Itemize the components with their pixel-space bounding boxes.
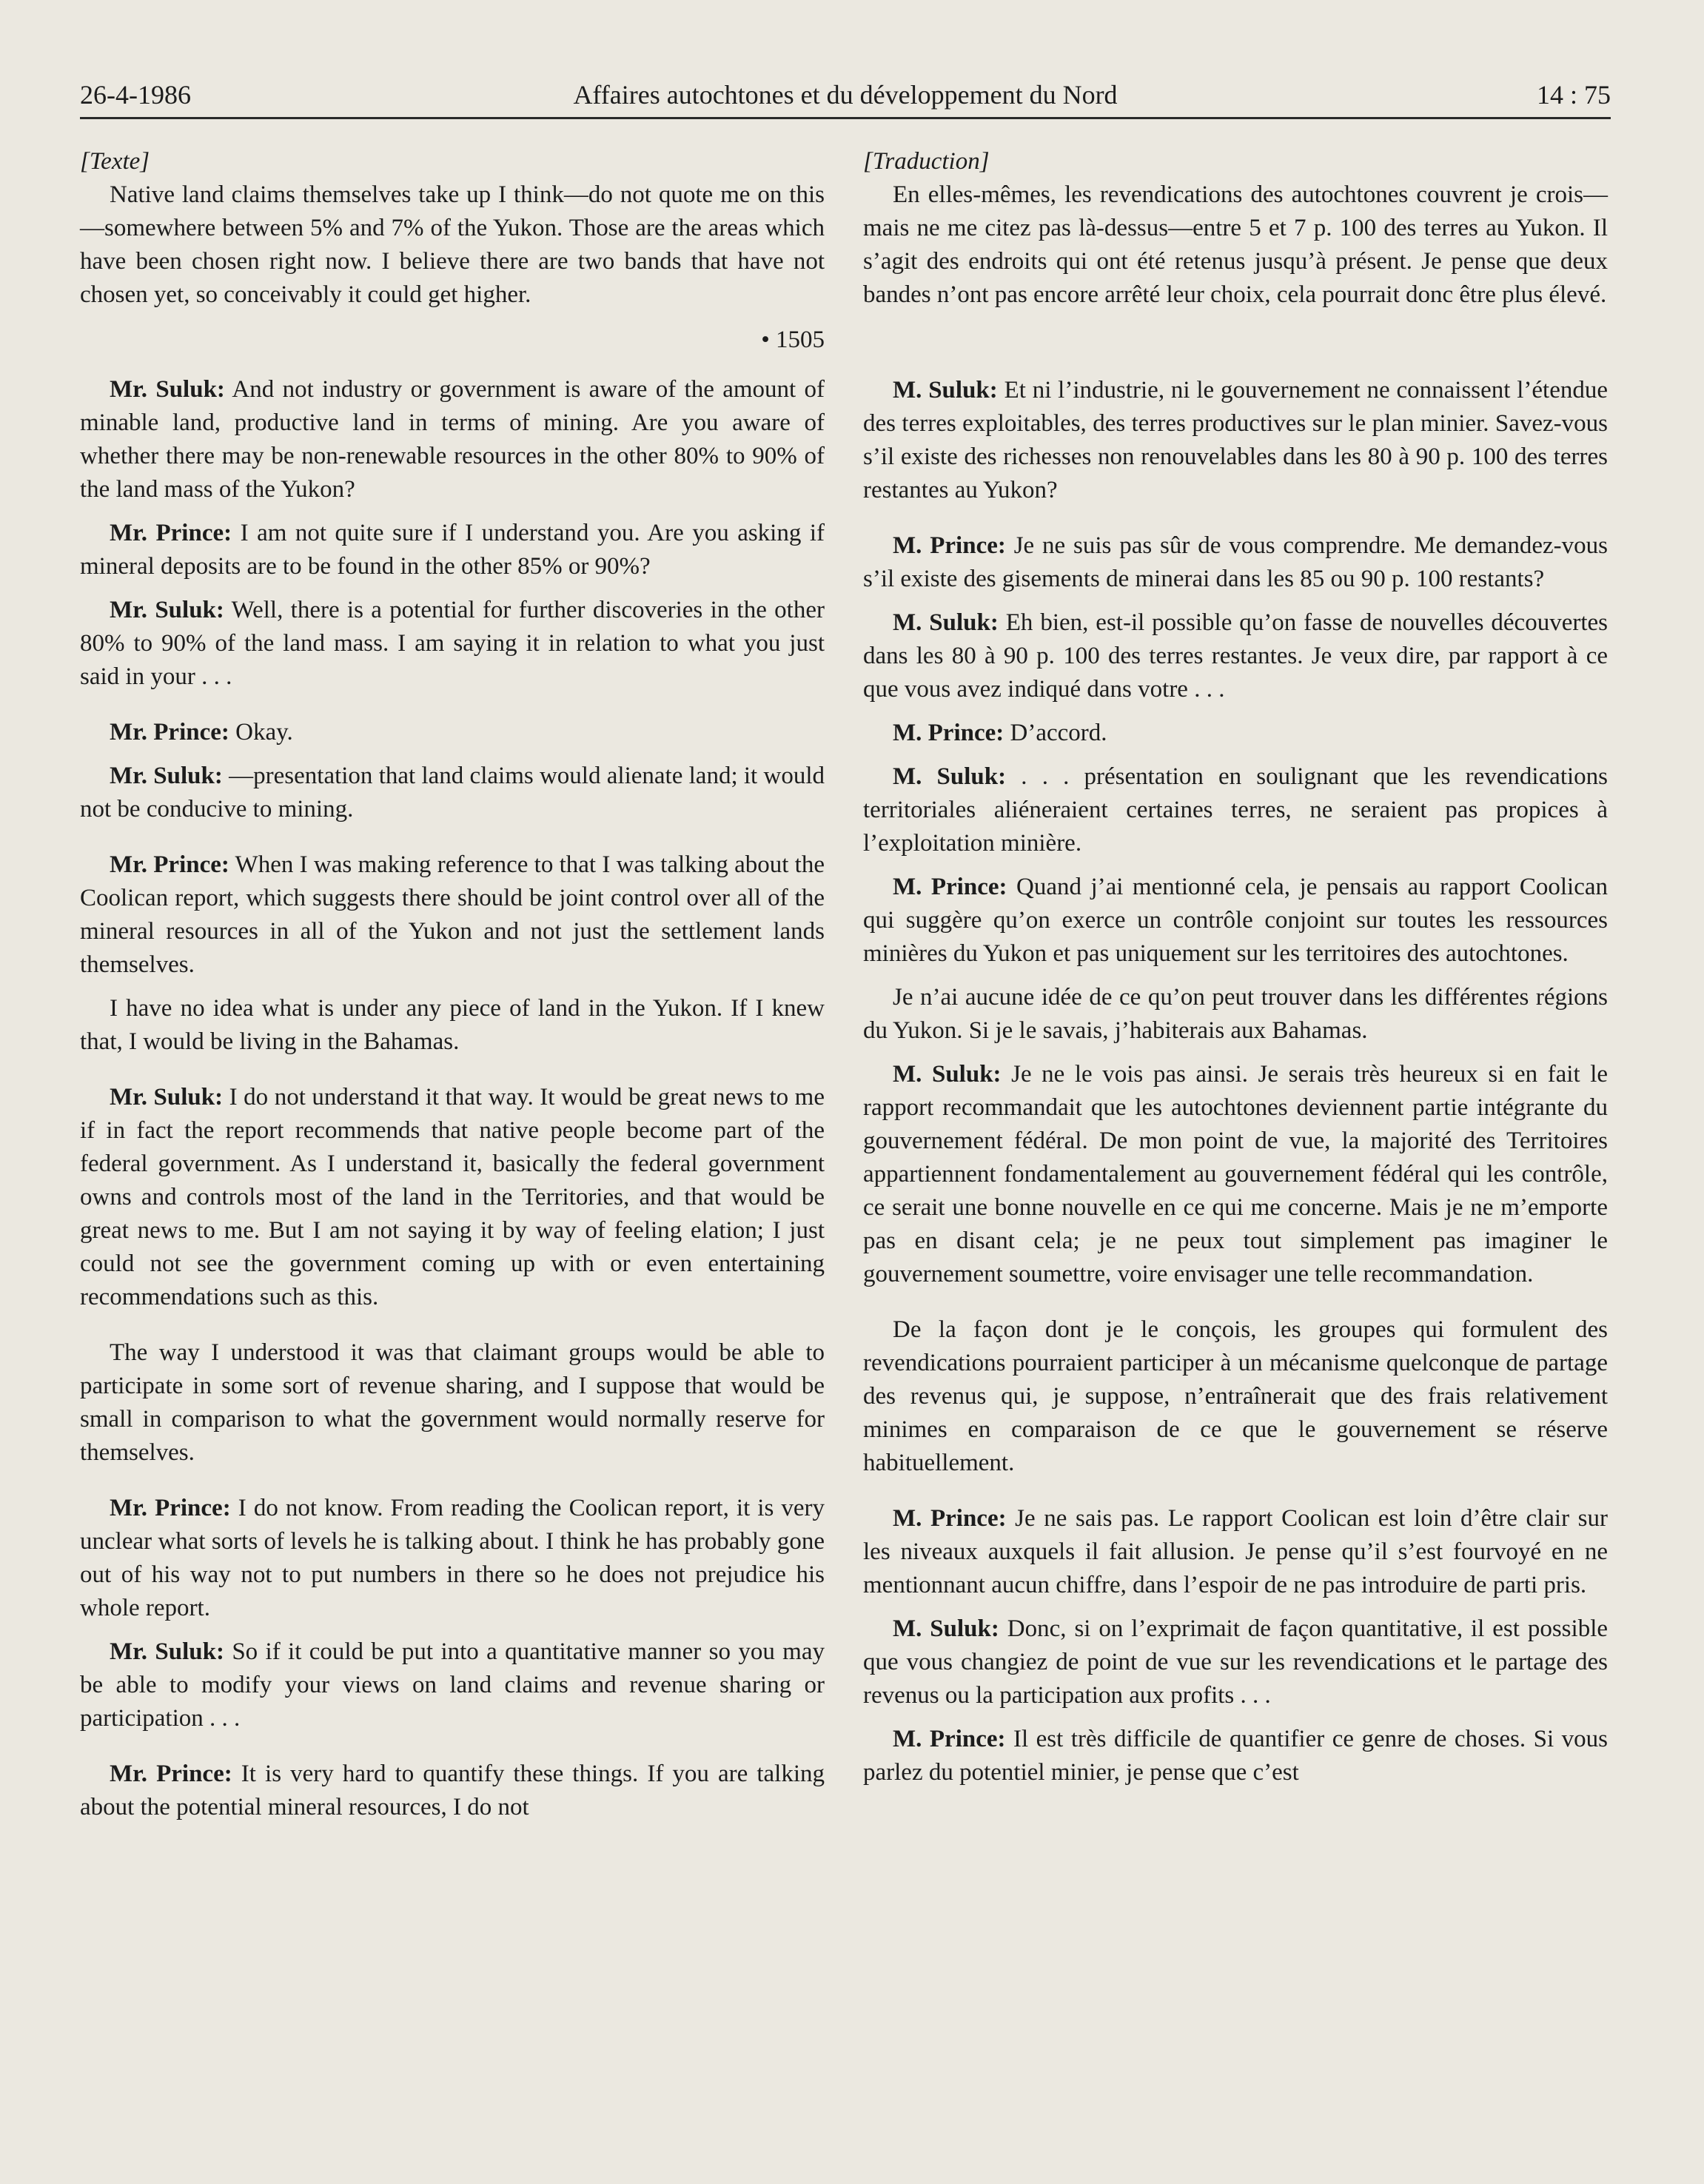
paragraph	[863, 606, 1608, 706]
speaker-name: M. Prince:	[893, 1505, 1007, 1532]
paragraph-text: En elles-mêmes, les revendications des autochtones couvrent je crois—mais ne me citez pas là-dessus—entre 5 et 7 p. 100 des terres au Yukon. Il s’agit des endroits qui ont été retenus jusqu’à présent. Je pense que deux bandes n’ont pas encore arrêté leur choix, cela pourrait donc être plus élevé.	[863, 181, 1608, 308]
paragraph	[80, 1081, 825, 1314]
speaker-name: Mr. Suluk:	[110, 376, 225, 403]
column-label: [Texte]	[80, 148, 150, 175]
paragraph	[863, 717, 1608, 750]
page-header	[80, 77, 1611, 113]
column-label: [Traduction]	[863, 148, 990, 175]
header-title: Affaires autochtones et du développement du Nord	[573, 80, 1118, 110]
paragraph-text: Je n’ai aucune idée de ce qu’on peut trouver dans les différentes régions du Yukon. Si je le savais, j’habiterais aux Bahamas.	[863, 984, 1608, 1044]
paragraph-text: Quand j’ai mentionné cela, je pensais au rapport Coolican qui suggère qu’on exerce un contrôle conjoint sur toutes les ressources minières du Yukon et pas uniquement sur les territoires des autochtones.	[863, 874, 1609, 967]
header-date: 26-4-1986	[80, 80, 191, 110]
header-rule	[80, 117, 1611, 119]
speaker-name: M. Prince:	[893, 532, 1006, 559]
paragraph-text: . . . présentation en soulignant que les revendications territoriales aliéneraient certaines terres, ne seraient pas propices à l’exploitation minière.	[863, 763, 1609, 857]
speaker-name: M. Prince:	[893, 1726, 1006, 1752]
paragraph	[80, 1336, 825, 1470]
speaker-name: Mr. Prince:	[110, 719, 229, 746]
speaker-name: M. Suluk:	[893, 609, 999, 636]
speaker-name: M. Prince:	[893, 720, 1004, 746]
paragraph-text: I am not quite sure if I understand you. Are you asking if mineral deposits are to be found in the other 85% or 90%?	[80, 520, 825, 580]
paragraph-text: Je ne sais pas. Le rapport Coolican est loin d’être clair sur les niveaux auxquels il fait allusion. Je pense qu’il s’est fourvoyé en ne mentionnant aucun chiffre, dans l’espoir de ne pas introduire de parti pris.	[863, 1505, 1608, 1598]
paragraph-text: I have no idea what is under any piece of land in the Yukon. If I knew that, I would be living in the Bahamas.	[80, 995, 825, 1055]
paragraph-text: So if it could be put into a quantitative manner so you may be able to modify your views on land claims and revenue sharing or participation . . .	[80, 1638, 825, 1732]
speaker-name: M. Suluk:	[893, 1615, 999, 1642]
paragraph	[80, 1492, 825, 1625]
paragraph-text: Donc, si on l’exprimait de façon quantitative, il est possible que vous changiez de point de vue sur les revendications et le partage des revenus ou la participation aux profits . . .	[863, 1615, 1609, 1709]
paragraph	[863, 529, 1608, 596]
paragraph	[863, 1502, 1608, 1602]
paragraph	[863, 374, 1608, 507]
speaker-name: Mr. Suluk:	[110, 597, 224, 623]
paragraph-text: De la façon dont je le conçois, les groupes qui formulent des revendications pourraient participer à un mécanisme quelconque de partage des revenus qui, je suppose, n’entraînerait que des frais relativement minimes en comparaison de ce que le gouvernement se réserve habituellement.	[863, 1316, 1608, 1476]
paragraph	[80, 848, 825, 982]
paragraph-text: Eh bien, est-il possible qu’on fasse de nouvelles découvertes dans les 80 à 90 p. 100 des terres restantes. Je veux dire, par rapport à ce que vous avez indiqué dans votre . . .	[863, 609, 1609, 703]
speaker-name: M. Suluk:	[893, 763, 1007, 790]
time-marker: • 1505	[761, 326, 825, 353]
speaker-name: Mr. Suluk:	[110, 763, 223, 789]
paragraph-text: Okay.	[229, 719, 293, 746]
paragraph	[80, 716, 825, 749]
header-page-number: 14 : 75	[1536, 80, 1611, 110]
speaker-name: M. Prince:	[893, 874, 1007, 900]
paragraph-text: Well, there is a potential for further discoveries in the other 80% to 90% of the land mass. I am saying it in relation to what you just said in your . . .	[80, 597, 825, 690]
paragraph	[80, 992, 825, 1059]
paragraph-text: Native land claims themselves take up I think—do not quote me on this—somewhere between 5% and 7% of the Yukon. Those are the areas which have been chosen right now. I believe there are two bands that have not chosen yet, so conceivably it could get higher.	[80, 181, 825, 308]
right-column	[863, 145, 1608, 1800]
speaker-name: Mr. Prince:	[110, 520, 232, 546]
paragraph	[863, 760, 1608, 860]
paragraph	[863, 1313, 1608, 1480]
paragraph-text: Je ne le vois pas ainsi. Je serais très heureux si en fait le rapport recommandait que les autochtones deviennent partie intégrante du gouvernement fédéral. De mon point de vue, la majorité des Territoires appartiennent fondamentalement au gouvernement fédéral qui les contrôle, ce serait une bonne nouvelle en ce qui me concerne. Mais je ne m’emporte pas en disant cela; je ne peux tout simplement pas imaginer le gouvernement soumettre, voire envisager une telle recommandation.	[863, 1061, 1609, 1287]
paragraph	[863, 1612, 1608, 1712]
paragraph	[80, 1635, 825, 1735]
left-column	[80, 145, 825, 1835]
paragraph-text: When I was making reference to that I was talking about the Coolican report, which suggests there should be joint control over all of the mineral resources in all of the Yukon and not just the settlement lands themselves.	[80, 851, 825, 978]
paragraph	[863, 981, 1608, 1048]
paragraph	[80, 178, 825, 312]
paragraph	[863, 178, 1608, 312]
paragraph-text: D’accord.	[1004, 720, 1107, 746]
speaker-name: Mr. Prince:	[110, 1495, 231, 1521]
speaker-name: Mr. Prince:	[110, 1761, 232, 1787]
speaker-name: Mr. Suluk:	[110, 1638, 224, 1665]
speaker-name: M. Suluk:	[893, 377, 998, 403]
paragraph	[80, 1758, 825, 1824]
paragraph-text: And not industry or government is aware of the amount of minable land, productive land in terms of mining. Are you aware of whether there may be non-renewable resources in the other 80% to 90% of the land mass of the Yukon?	[80, 376, 825, 503]
speaker-name: Mr. Prince:	[110, 851, 229, 878]
paragraph	[863, 1058, 1608, 1291]
paragraph-text: Il est très difficile de quantifier ce genre de choses. Si vous parlez du potentiel minier, je pense que c’est	[863, 1726, 1608, 1786]
paragraph-text: Je ne suis pas sûr de vous comprendre. Me demandez-vous s’il existe des gisements de minerai dans les 85 ou 90 p. 100 restants?	[863, 532, 1608, 592]
paragraph	[863, 871, 1608, 971]
paragraph-text: Et ni l’industrie, ni le gouvernement ne connaissent l’étendue des terres exploitables, des terres productives sur le plan minier. Savez-vous s’il existe des richesses non renouvelables dans les 80 à 90 p. 100 des terres restantes au Yukon?	[863, 377, 1609, 503]
paragraph	[80, 594, 825, 694]
paragraph	[80, 517, 825, 583]
paragraph-text: —presentation that land claims would alienate land; it would not be conducive to mining.	[80, 763, 825, 823]
paragraph-text: The way I understood it was that claimant groups would be able to participate in some sort of revenue sharing, and I suppose that would be small in comparison to what the government would normally reserve for themselves.	[80, 1339, 825, 1466]
paragraph	[80, 373, 825, 506]
speaker-name: Mr. Suluk:	[110, 1084, 224, 1111]
paragraph	[80, 760, 825, 826]
paragraph-text: I do not understand it that way. It would be great news to me if in fact the report recommends that native people become part of the federal government. As I understand it, basically the federal government owns and controls most of the land in the Territories, and that would be great news to me. But I am not saying it by way of feeling elation; I just could not see the government coming up with or even entertaining recommendations such as this.	[80, 1084, 825, 1310]
paragraph	[863, 1723, 1608, 1789]
speaker-name: M. Suluk:	[893, 1061, 1002, 1088]
paragraph-text: It is very hard to quantify these things. If you are talking about the potential mineral resources, I do not	[80, 1761, 825, 1820]
paragraph-text: I do not know. From reading the Coolican report, it is very unclear what sorts of levels he is talking about. I think he has probably gone out of his way not to put numbers in there so he does not prejudice his whole report.	[80, 1495, 825, 1621]
